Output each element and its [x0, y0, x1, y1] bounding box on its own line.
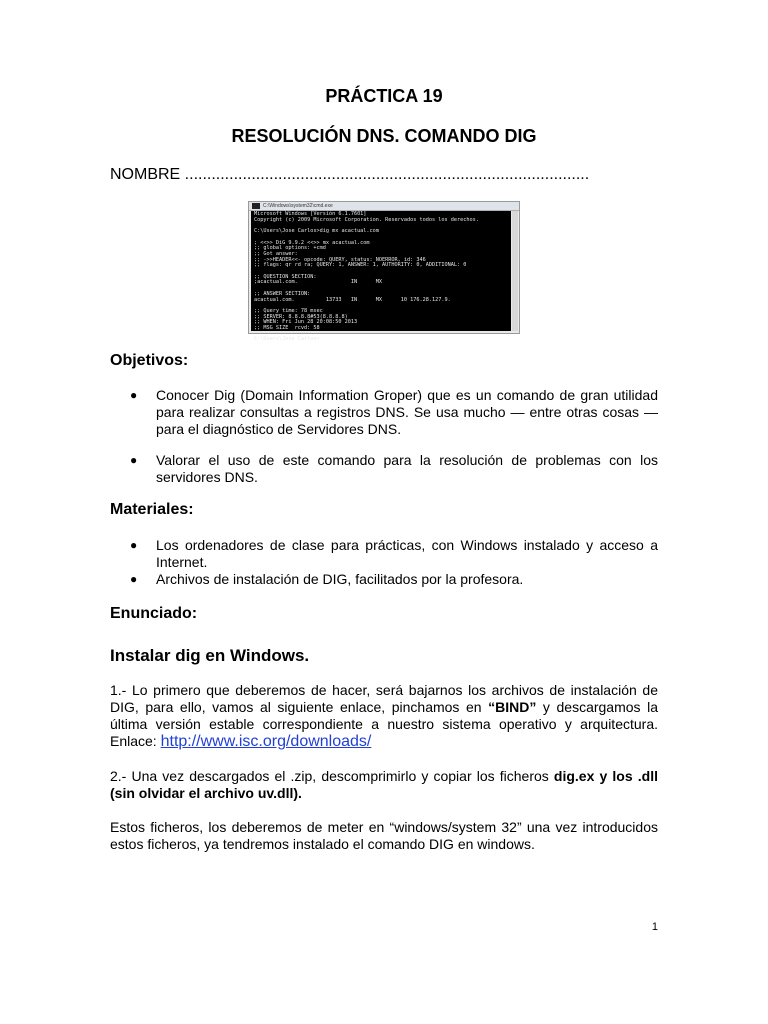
terminal-screenshot	[248, 201, 520, 343]
list-item: ● Los ordenadores de clase para prácticas, con Windows instalado y acceso a Internet.	[130, 537, 658, 570]
bind-keyword: “BIND”	[488, 699, 537, 715]
terminal-titlebar	[249, 202, 519, 211]
step-2-paragraph: 2.- Una vez descargados el .zip, descomprimirlo y copiar los ficheros dig.ex y los .dll (sin olvidar el archivo uv.dll).	[110, 768, 658, 801]
list-item: ● Archivos de instalación de DIG, facilitados por la profesora.	[130, 571, 524, 587]
instalar-heading: Instalar dig en Windows.	[110, 646, 310, 665]
step-3-paragraph: Estos ficheros, los deberemos de meter en “windows/system 32” una vez introducidos estos ficheros, ya tendremos instalado el comando DIG en windows.	[110, 819, 658, 852]
page-subtitle: RESOLUCIÓN DNS. COMANDO DIG	[231, 126, 537, 146]
nombre-field: NOMBRE ...........................................................................................	[110, 166, 590, 183]
page-number: 1	[651, 921, 658, 933]
objetivos-heading: Objetivos:	[110, 352, 189, 369]
enunciado-heading: Enunciado:	[110, 605, 198, 622]
terminal-scrollbar	[512, 211, 518, 331]
step-1-paragraph: 1.- Lo primero que deberemos de hacer, será bajarnos los archivos de instalación de DIG, para ello, vamos al siguiente enlace, pinchamos en “BIND” y descargamos la última versión estable correspondiente a nuestro sistema operativo y arquitectura. Enlace: http://www.isc.org/downloads/	[110, 682, 658, 750]
terminal-text: Microsoft Windows [Versión 6.1.7601] Copyright (c) 2009 Microsoft Corporation. Reservados todos los derechos. C:\Users\Jose Carlos>dig mx acactual.com ; <<>> DiG 9.9.2 <<>> mx acactual.com ;; global options: +cmd ;; Got answer: ;; ->>HEADER<<- opcode: QUERY, status: NOERROR, id: 346 ;; flags: qr rd ra; QUERY: 1, ANSWER: 1, AUTHORITY: 0, ADDITIONAL: 0 ;; QUESTION SECTION: ;acactual.com. IN MX ;; ANSWER SECTION: acactual.com. 13733 IN MX 10 176.28.127.9. ;; Query time: 78 msec ;; SERVER: 8.8.8.8#53(8.8.8.8) ;; WHEN: Fri Jun 28 20:08:50 2013 ;; MSG SIZE rcvd: 58 C:\Users\Jose Carlos>	[254, 211, 479, 343]
terminal-output	[251, 211, 511, 343]
materiales-list	[130, 537, 658, 588]
bullet-icon: ●	[130, 572, 138, 586]
terminal-window-title: C:\Windows\system32\cmd.exe	[263, 203, 333, 209]
materiales-heading: Materiales:	[110, 501, 194, 518]
objetivos-list	[130, 387, 658, 486]
bullet-icon: ●	[130, 538, 138, 552]
list-item: ● Valorar el uso de este comando para la resolución de problemas con los servidores DNS.	[130, 452, 658, 485]
bullet-icon: ●	[130, 453, 138, 467]
files-bold-text: dig.ex y los .dll (sin olvidar el archivo uv.dll).	[110, 768, 658, 801]
cmd-icon	[252, 203, 260, 209]
list-item: ● Conocer Dig (Domain Information Groper) que es un comando de gran utilidad para realizar consultas a registros DNS. Se usa mucho — entre otras cosas — para el diagnóstico de Servidores DNS.	[130, 387, 658, 437]
page-title: PRÁCTICA 19	[325, 86, 443, 106]
bullet-icon: ●	[130, 388, 138, 402]
downloads-link[interactable]: http://www.isc.org/downloads/	[160, 733, 372, 750]
